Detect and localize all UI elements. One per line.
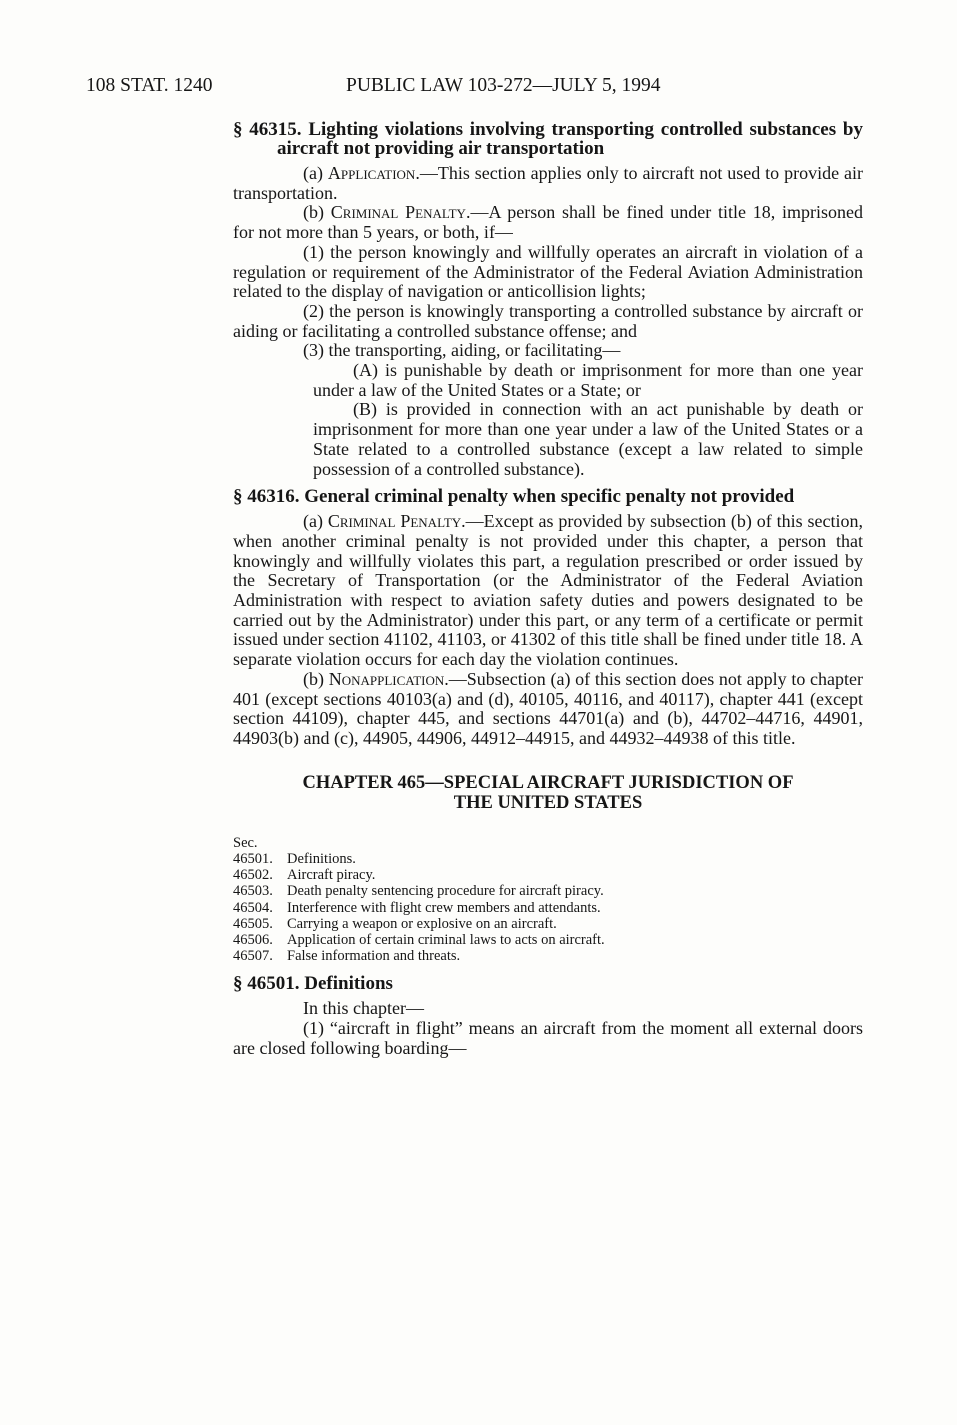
- toc-item-number: 46506.: [233, 931, 273, 948]
- toc-item-number: 46505.: [233, 915, 273, 932]
- chapter-heading: [233, 773, 863, 813]
- subsection-text: —Subsection (a) of this section does not apply to chapter 401 (except sections 40103(a) and (d), 40105, 40116, and 40117), chapter 441 (except section 44109), chapter 445, and sections 44701(a) and (b), 44702–44716, 44901, 44903(b) and (c), 44905, 44906, 44912–44915, and 44932–44938 of this title.: [233, 668, 863, 748]
- toc-item: [233, 851, 863, 867]
- toc-item: [233, 916, 863, 932]
- toc-item-title: Definitions.: [287, 850, 356, 867]
- toc-item-title: Death penalty sentencing procedure for aircraft piracy.: [287, 883, 604, 900]
- section-46315-subsection-b: [233, 203, 863, 242]
- section-46316-subsection-a: [233, 512, 863, 670]
- section-46315-heading: § 46315. Lighting violations involving transporting controlled substances by aircraft not providing air transportation: [233, 119, 863, 159]
- section-46315-paragraph-3: (3) the transporting, aiding, or facilitating—: [303, 340, 621, 361]
- toc-sec-label: Sec.: [233, 834, 258, 851]
- subsection-heading: Nonapplication.: [328, 668, 449, 689]
- toc-item-number: 46501.: [233, 850, 273, 867]
- toc-item-title: Interference with flight crew members and attendants.: [287, 899, 601, 916]
- toc-item-number: 46504.: [233, 899, 273, 916]
- section-46315-paragraph-2: (2) the person is knowingly transporting a controlled substance by aircraft or aiding or facilitating a controlled substance offense; and: [233, 300, 863, 341]
- section-46501-intro: In this chapter—: [303, 998, 424, 1019]
- toc-item-number: 46502.: [233, 867, 273, 884]
- toc-item: [233, 900, 863, 916]
- section-46315-subparagraph-a: (A) is punishable by death or imprisonment for more than one year under a law of the United States or a State; or: [313, 360, 863, 400]
- toc-item: [233, 883, 863, 899]
- toc-item-number: 46503.: [233, 883, 273, 900]
- toc-item: [233, 932, 863, 948]
- toc-item-number: 46507.: [233, 948, 273, 965]
- toc-item-title: Carrying a weapon or explosive on an aircraft.: [287, 915, 557, 932]
- running-head: [86, 74, 746, 98]
- stat-page-number: 108 STAT. 1240: [86, 75, 213, 96]
- chapter-heading-line-1: CHAPTER 465—SPECIAL AIRCRAFT JURISDICTION OF: [302, 772, 794, 793]
- subsection-label: (a): [303, 511, 328, 532]
- section-table-of-contents: [233, 835, 863, 965]
- section-46315-paragraph-1: (1) the person knowingly and willfully operates an aircraft in violation of a regulation or requirement of the Administrator of the Federal Aviation Administration related to the display of navigation or anticollision lights;: [233, 241, 863, 302]
- subsection-heading: Criminal Penalty.: [330, 202, 471, 223]
- subsection-text: —Except as provided by subsection (b) of this section, when another criminal penalty is not provided under this chapter, a person that knowingly and willfully violates this part, a regulation prescribed or order issued by the Secretary of Transportation (or the Administrator of the Federal Aviation Administration with respect to aviation safety duties and powers designated to be carried out by the Administrator) under this part, or any term of a certificate or permit issued under section 41102, 41103, or 41302 of this title shall be fined under title 18. A separate violation occurs for each day the violation continues.: [233, 511, 864, 670]
- document-body: [233, 120, 863, 1058]
- subsection-text: —This section applies only to aircraft not used to provide air transportation.: [233, 163, 864, 203]
- section-46501-heading: § 46501. Definitions: [233, 973, 393, 995]
- subsection-label: (b): [303, 202, 331, 223]
- subsection-label: (b): [303, 668, 329, 689]
- section-46316-heading: § 46316. General criminal penalty when specific penalty not provided: [233, 486, 795, 508]
- toc-item-title: Application of certain criminal laws to acts on aircraft.: [287, 931, 605, 948]
- subsection-text: —A person shall be fined under title 18, imprisoned for not more than 5 years, or both, if—: [233, 202, 863, 243]
- public-law-citation: PUBLIC LAW 103-272—JULY 5, 1994: [346, 75, 661, 96]
- toc-item-title: False information and threats.: [287, 948, 461, 965]
- section-46501-paragraph-1: (1) “aircraft in flight” means an aircraft from the moment all external doors are closed following boarding—: [233, 1018, 863, 1058]
- section-46316-subsection-b: [233, 670, 863, 749]
- toc-item-title: Aircraft piracy.: [287, 867, 376, 884]
- section-46315-subparagraph-b: (B) is provided in connection with an act punishable by death or imprisonment for more than one year under a law of the United States or a State related to a controlled substance (except a law related to simple possession of a controlled substance).: [313, 399, 863, 479]
- subsection-label: (a): [303, 163, 328, 183]
- toc-item: [233, 948, 863, 964]
- subsection-heading: Criminal Penalty.: [327, 511, 466, 532]
- section-46315-subsection-a: [233, 164, 863, 203]
- subsection-heading: Application.: [327, 163, 420, 183]
- toc-item: [233, 867, 863, 883]
- chapter-heading-line-2: THE UNITED STATES: [453, 792, 643, 813]
